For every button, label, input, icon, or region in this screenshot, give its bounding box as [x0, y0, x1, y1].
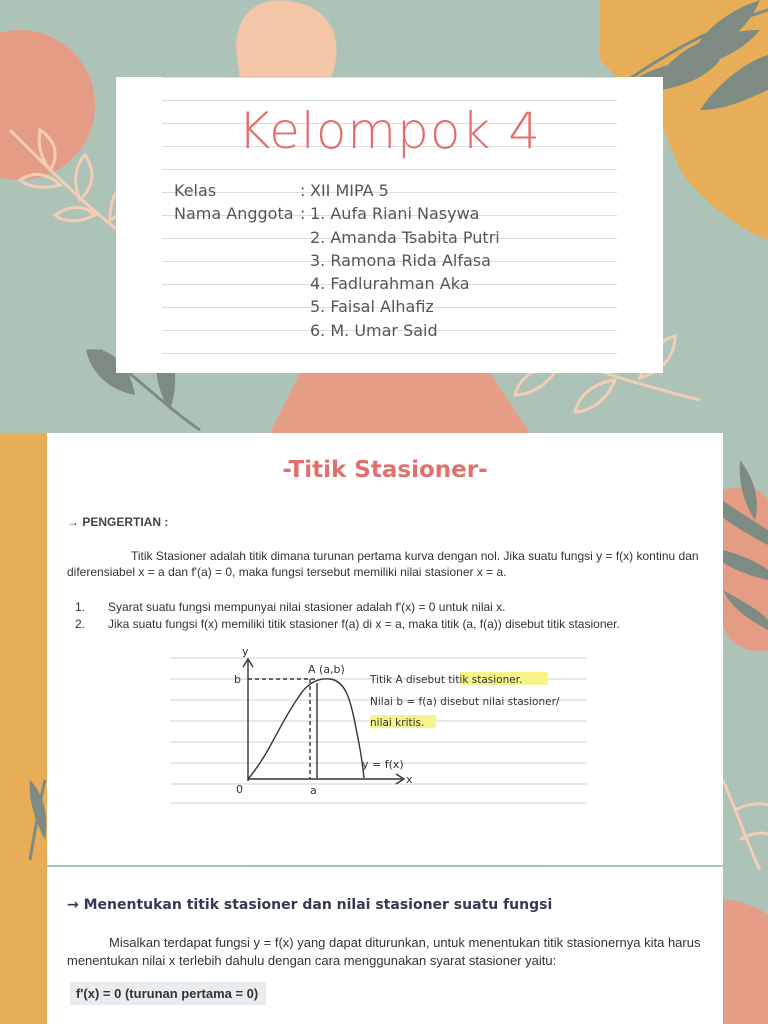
class-value: XII MIPA 5	[310, 181, 389, 200]
stationary-point-page	[47, 433, 723, 865]
list-item	[75, 599, 620, 616]
method-paragraph	[67, 934, 707, 970]
member-item: 5. Faisal Alhafiz	[310, 297, 434, 317]
peach-blob-top	[236, 0, 337, 80]
member-item: 1. Aufa Riani Nasywa	[310, 204, 480, 224]
stationary-point-sketch	[170, 643, 587, 809]
y-axis-label: y	[242, 645, 249, 658]
member-item: 3. Ramona Rida Alfasa	[310, 250, 491, 270]
section-label: → PENGERTIAN :	[67, 515, 169, 529]
members-label: Nama Anggota	[174, 204, 294, 224]
leaf-outline-bottom-right	[723, 780, 768, 870]
definition-text: Titik Stasioner adalah titik dimana turunan pertama kurva dengan nol. Jika suatu fungsi y = f(x) kontinu dan diferensiabel x = a dan f'(a) = 0, maka fungsi tersebut memiliki nilai stasioner x = a.	[67, 549, 699, 579]
conditions-list	[75, 599, 620, 632]
point-label: A (a,b)	[308, 663, 345, 676]
group-info-card	[116, 77, 663, 373]
b-label: b	[234, 673, 241, 686]
note-line-1: Titik A disebut titik stasioner.	[370, 674, 523, 686]
group-title: Kelompok 4	[237, 102, 542, 160]
list-number: 2.	[75, 616, 86, 631]
class-row	[174, 179, 500, 202]
orange-strip-left	[0, 433, 47, 1024]
section-title: → Menentukan titik stasioner dan nilai stasioner suatu fungsi	[67, 897, 553, 913]
group-info	[174, 179, 500, 342]
members-list	[310, 202, 500, 342]
stationary-condition-formula: f'(x) = 0 (turunan pertama = 0)	[70, 982, 266, 1005]
list-text: Syarat suatu fungsi mempunyai nilai stasioner adalah f'(x) = 0 untuk nilai x.	[108, 600, 506, 614]
member-item: 4. Fadlurahman Aka	[310, 274, 470, 294]
list-number: 1.	[75, 600, 86, 614]
coral-blob-mid	[270, 373, 530, 433]
class-colon: :	[300, 181, 306, 200]
note-line-3: nilai kritis.	[370, 717, 425, 729]
curve-label: y = f(x)	[362, 758, 404, 771]
members-colon: :	[300, 204, 306, 224]
member-item: 6. M. Umar Said	[310, 320, 438, 340]
definition-paragraph	[67, 548, 707, 580]
list-text: Jika suatu fungsi f(x) memiliki titik stasioner f(a) di x = a, maka titik (a, f(a)) disebut titik stasioner.	[108, 616, 620, 631]
page-title: -Titik Stasioner-	[282, 457, 488, 483]
coral-blob-left	[0, 30, 95, 180]
member-item: 2. Amanda Tsabita Putri	[310, 227, 500, 247]
list-item	[75, 616, 620, 633]
x-axis-label: x	[406, 773, 413, 786]
determine-stationary-page	[47, 867, 723, 1024]
coral-blob-bottom-right	[723, 900, 768, 1024]
a-label: a	[310, 784, 317, 797]
method-text: Misalkan terdapat fungsi y = f(x) yang dapat diturunkan, untuk menentukan titik stasionernya kita harus menentukan nilai x terlebih dahulu dengan cara menggunakan syarat stasioner yaitu:	[67, 935, 701, 968]
note-line-2: Nilai b = f(a) disebut nilai stasioner/	[370, 696, 560, 708]
origin-label: 0	[236, 783, 243, 796]
class-label: Kelas	[174, 181, 217, 200]
members-row	[174, 202, 500, 342]
